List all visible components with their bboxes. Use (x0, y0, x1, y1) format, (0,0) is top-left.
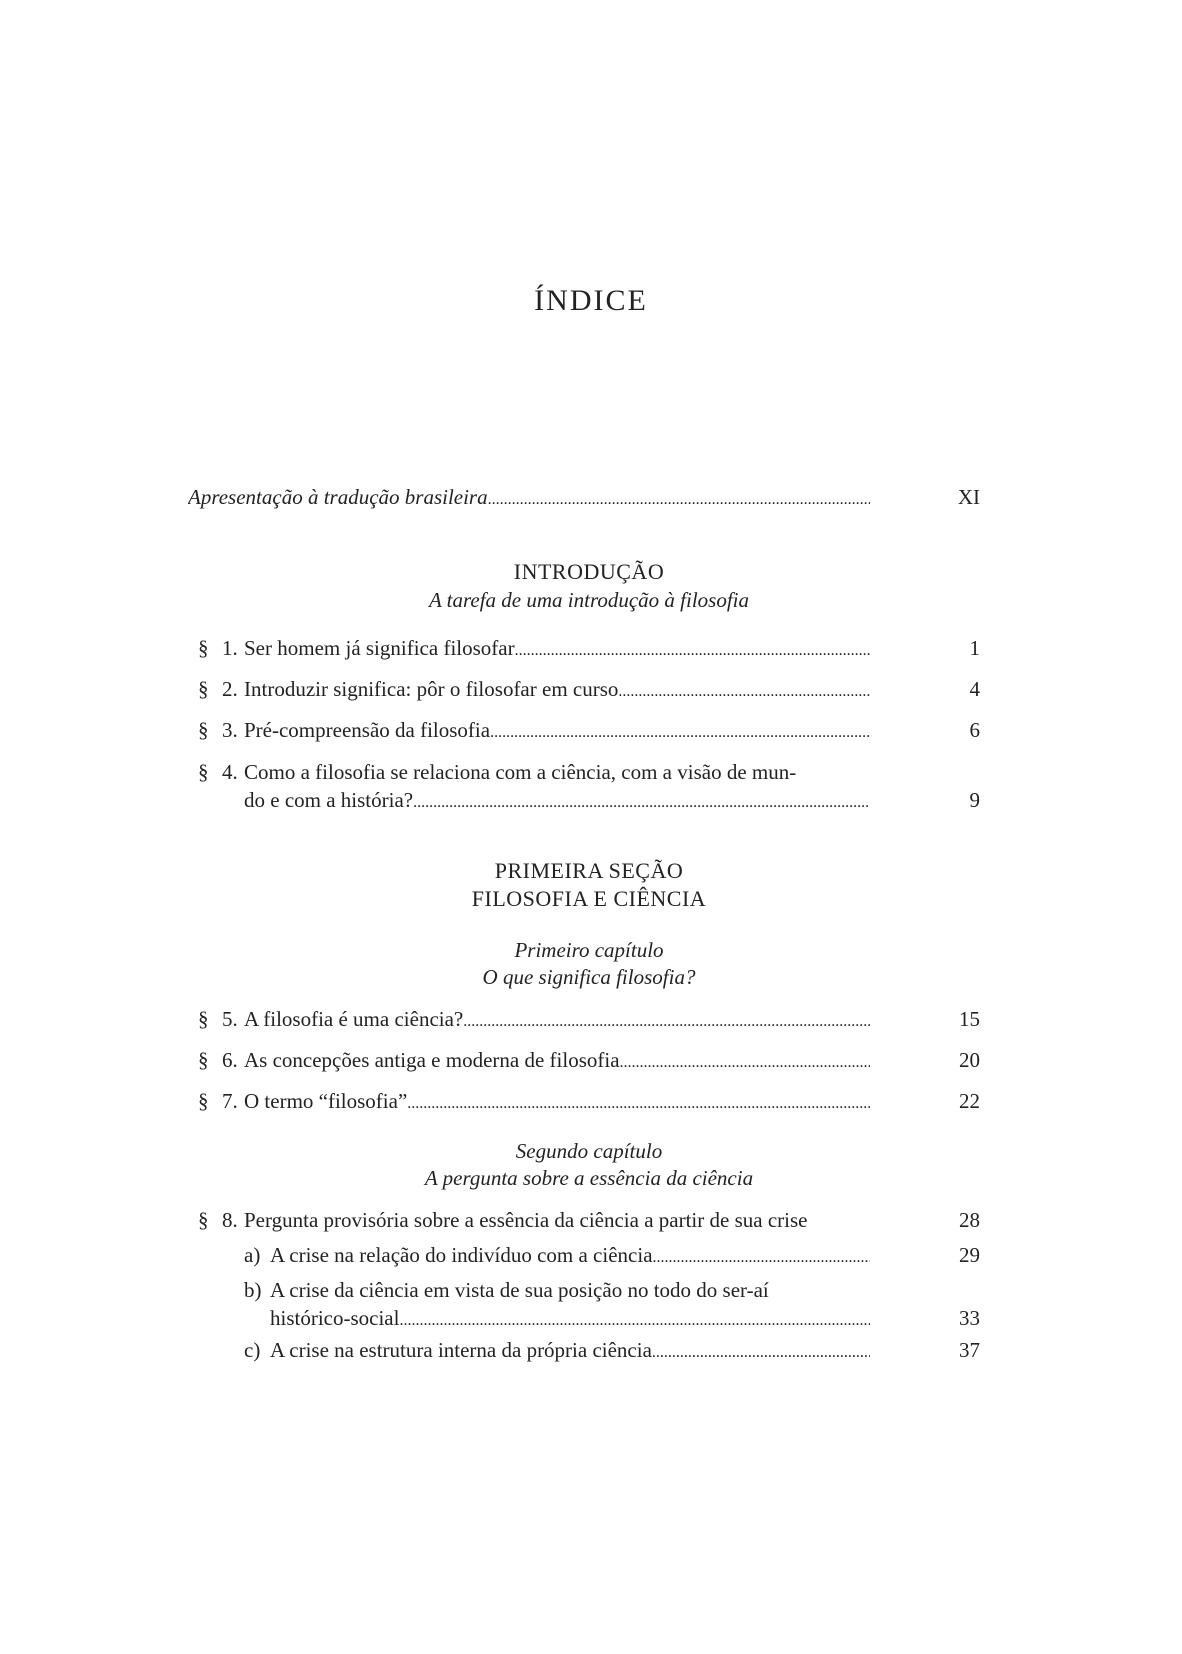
toc-subentry-label: b) (244, 1278, 262, 1302)
toc-subentry-c[interactable] (198, 1335, 980, 1365)
toc-entry-3[interactable] (198, 715, 980, 745)
toc-entry-number: 6. (222, 1048, 238, 1072)
toc-entry-page: 6 (969, 718, 980, 742)
toc-entry-page: 4 (969, 677, 980, 701)
section-sign: § (198, 1007, 209, 1031)
toc-entry-title-line2: do e com a história? (244, 788, 414, 812)
toc-entry-page: 33 (959, 1306, 980, 1330)
toc-entry-2[interactable] (198, 674, 980, 704)
toc-entry-5[interactable] (198, 1004, 980, 1034)
section-sign: § (198, 718, 209, 742)
toc-entry-title: A crise na relação do indivíduo com a ciência (270, 1243, 653, 1267)
page-title: ÍNDICE (534, 284, 648, 317)
toc-entry-page: 9 (969, 788, 980, 812)
introduction-heading: INTRODUÇÃO (513, 559, 665, 584)
toc-entry-page: 20 (959, 1048, 980, 1072)
toc-entry-title: A filosofia é uma ciência? (244, 1007, 464, 1031)
section-sign: § (198, 1089, 209, 1113)
dot-leader (407, 1086, 870, 1119)
toc-entry-title: Pré-compreensão da filosofia (244, 718, 491, 742)
toc-entry-page: 29 (959, 1243, 980, 1267)
section-sign: § (198, 760, 209, 784)
toc-entry-number: 5. (222, 1007, 238, 1031)
toc-entry-7[interactable] (198, 1086, 980, 1116)
toc-entry-number: 8. (222, 1208, 238, 1232)
section-subheading: FILOSOFIA E CIÊNCIA (471, 886, 707, 911)
dot-leader (399, 1303, 870, 1336)
toc-entry-title: O termo “filosofia” (244, 1089, 408, 1113)
toc-entry-page: XI (957, 485, 980, 509)
toc-entry-title: Apresentação à tradução brasileira (188, 485, 488, 509)
toc-entry-4[interactable] (198, 757, 980, 817)
toc-entry-page: 28 (959, 1208, 980, 1232)
dot-leader (463, 1004, 870, 1037)
toc-entry-title: Pergunta provisória sobre a essência da ciência a partir de sua crise (244, 1208, 808, 1232)
dot-leader (488, 482, 870, 515)
dot-leader (652, 1335, 870, 1368)
toc-entry-number: 2. (222, 677, 238, 701)
toc-entry-title-line1: Como a filosofia se relaciona com a ciência, com a visão de mun- (244, 760, 797, 784)
toc-entry-title-line1: A crise da ciência em vista de sua posição no todo do ser-aí (270, 1278, 769, 1302)
toc-subentry-b[interactable] (198, 1275, 980, 1335)
chapter-title: A pergunta sobre a essência da ciência (424, 1166, 754, 1190)
toc-entry-presentation[interactable] (188, 482, 980, 512)
toc-subentry-label: a) (244, 1243, 261, 1267)
toc-entry-number: 1. (222, 636, 238, 660)
section-sign: § (198, 1208, 209, 1232)
toc-entry-page: 15 (959, 1007, 980, 1031)
toc-entry-1[interactable] (198, 633, 980, 663)
chapter-label: Primeiro capítulo (514, 938, 664, 962)
toc-entry-title-line2: histórico-social (270, 1306, 400, 1330)
toc-entry-title: Introduzir significa: pôr o filosofar em curso (244, 677, 619, 701)
dot-leader (618, 674, 870, 707)
toc-entry-number: 3. (222, 718, 238, 742)
toc-entry-title: As concepções antiga e moderna de filosofia (244, 1048, 620, 1072)
toc-entry-number: 4. (222, 760, 238, 784)
toc-subentry-a[interactable] (198, 1240, 980, 1270)
toc-entry-page: 22 (959, 1089, 980, 1113)
section-sign: § (198, 677, 209, 701)
toc-entry-page: 1 (969, 636, 980, 660)
section-heading: PRIMEIRA SEÇÃO (494, 858, 684, 883)
chapter-label: Segundo capítulo (515, 1139, 663, 1163)
section-sign: § (198, 636, 209, 660)
toc-entry-number: 7. (222, 1089, 238, 1113)
dot-leader (515, 633, 870, 666)
toc-entry-title: A crise na estrutura interna da própria ciência (270, 1338, 652, 1362)
toc-entry-8[interactable] (198, 1205, 980, 1235)
section-sign: § (198, 1048, 209, 1072)
toc-entry-page: 37 (959, 1338, 980, 1362)
introduction-subtitle: A tarefa de uma introdução à filosofia (428, 588, 750, 612)
toc-entry-title: Ser homem já significa filosofar (244, 636, 515, 660)
dot-leader (653, 1240, 870, 1273)
dot-leader (413, 785, 870, 818)
toc-entry-6[interactable] (198, 1045, 980, 1075)
chapter-title: O que significa filosofia? (482, 965, 696, 989)
dot-leader (490, 715, 870, 748)
toc-subentry-label: c) (244, 1338, 261, 1362)
dot-leader (620, 1045, 870, 1078)
